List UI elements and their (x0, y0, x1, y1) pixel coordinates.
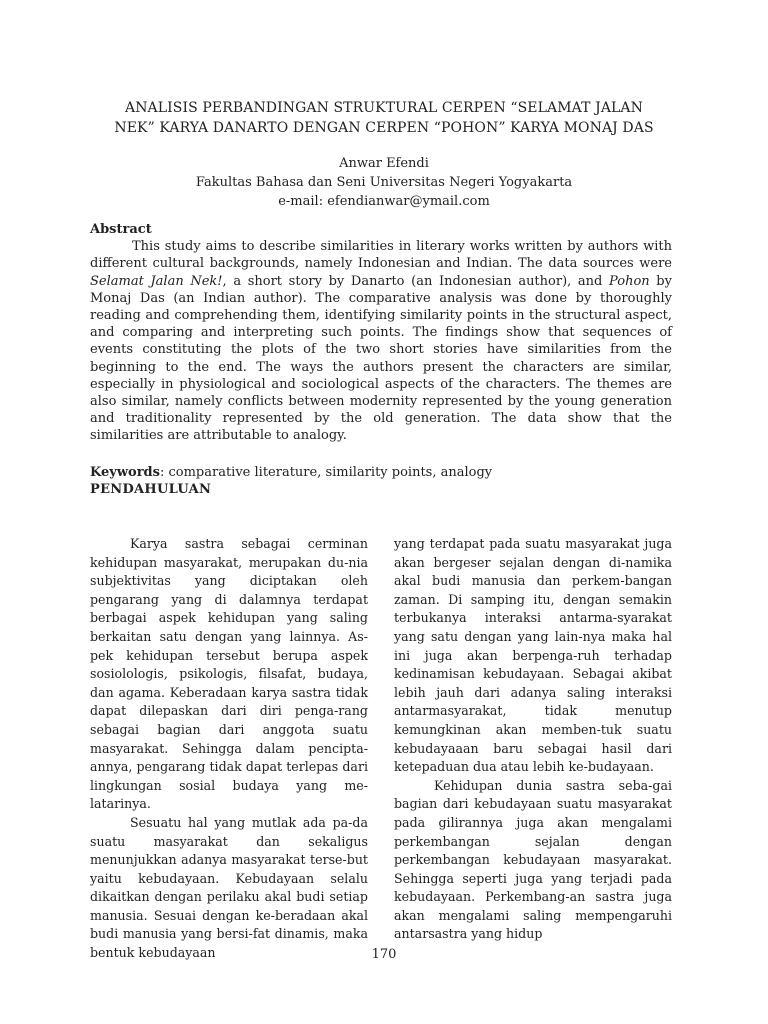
keywords-label: Keywords (90, 465, 160, 480)
body-column-right (394, 535, 672, 944)
abstract-story-title-2: Pohon (609, 273, 650, 289)
author-name: Anwar Efendi (339, 156, 429, 171)
paragraph: Kehidupan dunia sastra seba-gai bagian dari kebudayaan suatu masyarakat pada gilirannya juga akan mengalami perkembangan sejalan dengan perkembangan kebudayaan masyarakat. Sehingga seperti juga yang terjadi pada kebudayaan. Perkembang-an sastra juga akan mengalami saling mempengaruhi antarsastra yang hidup (394, 777, 672, 942)
body-column-left (90, 535, 368, 963)
abstract-text-part-3: by Monaj Das (an Indian author). The comparative analysis was done by thoroughly reading and comprehending them, identifying similarity points in the structural aspect, and comparing and interpreting such points. The findings show that sequences of events constituting the plots of the two short stories have similarities from the beginning to the end. The ways the authors present the characters are similar, especially in physiological and sociological aspects of the characters. The themes are also similar, namely conflicts between modernity represented by the young generation and traditionality represented by the old generation. The data show that the similarities are attributable to analogy. (90, 273, 672, 444)
author-block (80, 154, 688, 211)
author-affiliation: Fakultas Bahasa dan Seni Universitas Negeri Yogyakarta (195, 175, 573, 190)
keywords-line (90, 464, 672, 481)
paragraph: Sesuatu hal yang mutlak ada pa-da suatu masyarakat dan sekaligus menunjukkan adanya masyarakat terse-but yaitu kebudayaan. Kebudayaan selalu dikaitkan dengan perilaku akal budi setiap manusia. Sesuai dengan ke-beradaan akal budi manusia yang bersi-fat dinamis, maka bentuk kebudayaan (90, 814, 368, 961)
abstract-body (90, 238, 672, 444)
paper-title (80, 98, 688, 138)
abstract-text-part-1: This study aims to describe similarities in literary works written by authors with different cultural backgrounds, namely Indonesian and Indian. The data sources were (90, 239, 672, 272)
title-line-2: NEK” KARYA DANARTO DENGAN CERPEN “POHON” KARYA MONAJ DAS (114, 120, 654, 136)
paragraph: Karya sastra sebagai cerminan kehidupan masyarakat, merupakan du-nia subjektivitas yang diciptakan oleh pengarang yang di dalamnya terdapat berbagai aspek kehidupan yang saling berkaitan satu dengan yang lainnya. As-pek kehidupan tersebut berupa aspek sosiolologis, psikologis, filsafat, budaya, dan agama. Keberadaan karya sastra tidak dapat dilepaskan dari diri penga-rang sebagai bagian dari anggota suatu masyarakat. Sehingga dalam pencipta-annya, pengarang tidak dapat terlepas dari lingkungan sosial budaya yang me-latarinya. (90, 536, 368, 812)
abstract-text-part-2: , a short story by Danarto (an Indonesian author), and (222, 273, 610, 289)
page-number: 170 (371, 947, 397, 962)
section-heading: PENDAHULUAN (90, 482, 212, 497)
abstract-section (90, 221, 672, 445)
keywords-text: : comparative literature, similarity points, analogy (159, 465, 493, 480)
paragraph: yang terdapat pada suatu masyarakat juga akan bergeser sejalan dengan di-namika akal budi manusia dan perkem-bangan zaman. Di samping itu, dengan semakin terbukanya interaksi antarma-syarakat yang satu dengan yang lain-nya maka hal ini juga akan berpenga-ruh terhadap kedinamisan kebudayaan. Sebagai akibat lebih jauh dari adanya saling interaksi antarmasyarakat, tidak menutup kemungkinan akan memben-tuk suatu kebudayaaan baru sebagai hasil dari ketepaduan dua atau lebih ke-budayaan. (394, 536, 672, 775)
author-email: e-mail: efendianwar@ymail.com (278, 194, 490, 209)
abstract-heading: Abstract (90, 222, 152, 237)
abstract-story-title-1: Selamat Jalan Nek! (90, 273, 223, 289)
title-line-1: ANALISIS PERBANDINGAN STRUKTURAL CERPEN “SELAMAT JALAN (125, 100, 643, 116)
